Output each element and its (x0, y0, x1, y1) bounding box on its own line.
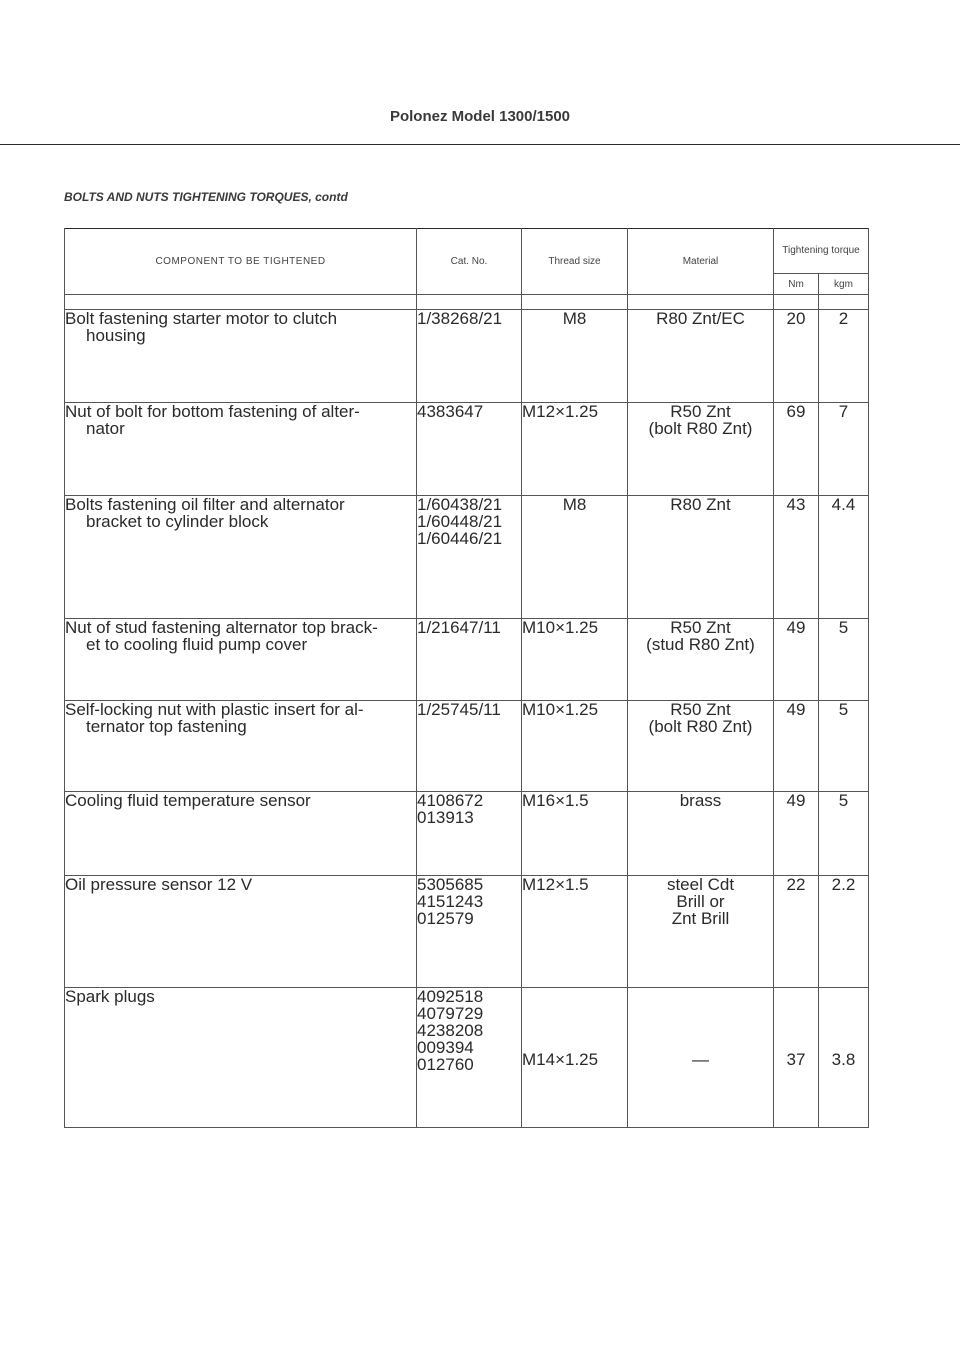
cell-line: (stud R80 Znt) (646, 635, 755, 654)
cell-line: R50 Znt (670, 402, 731, 421)
section-title: BOLTS AND NUTS TIGHTENING TORQUES, contd (64, 190, 348, 204)
cat-no-cell (417, 792, 522, 876)
thread-size-cell: M8 (522, 496, 628, 619)
torque-nm-cell: 49 (774, 619, 819, 701)
component-cell (65, 876, 417, 988)
cat-no-cell (417, 619, 522, 701)
component-cell (65, 701, 417, 792)
header-rule (0, 144, 960, 145)
material-cell (628, 496, 774, 619)
column-header-nm: Nm (774, 274, 819, 295)
column-header-cat-no: Cat. No. (417, 229, 522, 295)
cell-line: brass (679, 791, 722, 810)
material-cell (628, 403, 774, 496)
component-cell (65, 792, 417, 876)
cell-line: bracket to cylinder block (86, 512, 269, 531)
torque-kgm-cell: 5 (819, 792, 869, 876)
cat-no-cell (417, 701, 522, 792)
cell-line: 1/38268/21 (417, 309, 503, 328)
component-cell (65, 619, 417, 701)
table-row (65, 792, 869, 876)
torque-kgm-cell: 2 (819, 310, 869, 403)
material-cell (628, 310, 774, 403)
cell-line: ternator top fastening (86, 717, 247, 736)
torque-nm-cell: 49 (774, 701, 819, 792)
torque-kgm-cell: 5 (819, 701, 869, 792)
cat-no-cell (417, 876, 522, 988)
header-spacer-row (65, 295, 869, 310)
column-header-component: COMPONENT TO BE TIGHTENED (65, 229, 417, 295)
cell-line: Spark plugs (65, 987, 155, 1006)
material-cell (628, 876, 774, 988)
cat-no-cell (417, 496, 522, 619)
component-cell (65, 496, 417, 619)
torque-kgm-cell: 5 (819, 619, 869, 701)
cell-line: 5305685 (417, 875, 484, 894)
cell-line: Bolt fastening starter motor to clutch (65, 309, 338, 328)
cell-line: 012760 (417, 1055, 474, 1074)
cell-line: 1/25745/11 (417, 700, 501, 719)
torque-kgm-cell: 7 (819, 403, 869, 496)
cell-line: Self-locking nut with plastic insert for al- (65, 700, 364, 719)
page-header-title: Polonez Model 1300/1500 (389, 108, 571, 125)
cat-no-cell (417, 988, 522, 1128)
column-header-kgm: kgm (819, 274, 869, 295)
cell-line: 012579 (417, 909, 474, 928)
table-row (65, 403, 869, 496)
component-cell (65, 403, 417, 496)
cell-line: Brill or (676, 892, 725, 911)
table-row (65, 310, 869, 403)
cell-line: R80 Znt (670, 495, 731, 514)
thread-size-cell: M8 (522, 310, 628, 403)
thread-size-cell: M10×1.25 (522, 701, 628, 792)
table-row (65, 988, 869, 1128)
cell-line: R80 Znt/EC (656, 309, 745, 328)
component-cell (65, 310, 417, 403)
cell-line: 4108672 (417, 791, 484, 810)
component-cell (65, 988, 417, 1128)
cell-line: 013913 (417, 808, 474, 827)
cell-line: 009394 (417, 1038, 474, 1057)
material-cell (628, 701, 774, 792)
cat-no-cell (417, 403, 522, 496)
table-row (65, 619, 869, 701)
table-row (65, 876, 869, 988)
cell-line: 4238208 (417, 1021, 484, 1040)
torque-nm-cell: 22 (774, 876, 819, 988)
cell-line: Znt Brill (671, 909, 730, 928)
cell-line: Nut of bolt for bottom fastening of alter- (65, 402, 360, 421)
cell-line: Oil pressure sensor 12 V (65, 875, 253, 894)
torque-nm-cell: 49 (774, 792, 819, 876)
cell-line: (bolt R80 Znt) (648, 419, 753, 438)
cell-line: 1/21647/11 (417, 618, 501, 637)
thread-size-cell: M14×1.25 (522, 988, 628, 1128)
cell-line: R50 Znt (670, 618, 731, 637)
torque-table (64, 228, 869, 1128)
column-header-thread-size: Thread size (522, 229, 628, 295)
cell-line: 4383647 (417, 402, 484, 421)
torque-table-body (65, 295, 869, 1128)
cell-line: housing (86, 326, 146, 345)
material-cell (628, 619, 774, 701)
cat-no-cell (417, 310, 522, 403)
table-row (65, 496, 869, 619)
cell-line: Cooling fluid temperature sensor (65, 791, 311, 810)
material-cell (628, 792, 774, 876)
torque-nm-cell: 69 (774, 403, 819, 496)
cell-line: 1/60446/21 (417, 529, 503, 548)
cell-line: 4079729 (417, 1004, 484, 1023)
column-header-torque: Tightening torque (774, 229, 869, 274)
torque-nm-cell: 20 (774, 310, 819, 403)
cell-line: nator (86, 419, 125, 438)
torque-nm-cell: 37 (774, 988, 819, 1128)
cell-line: R50 Znt (670, 700, 731, 719)
cell-line: (bolt R80 Znt) (648, 717, 753, 736)
cell-line: Bolts fastening oil filter and alternator (65, 495, 345, 514)
thread-size-cell: M10×1.25 (522, 619, 628, 701)
cell-line: et to cooling fluid pump cover (86, 635, 308, 654)
cell-line: 4151243 (417, 892, 484, 911)
torque-kgm-cell: 2.2 (819, 876, 869, 988)
material-cell (628, 988, 774, 1128)
thread-size-cell: M16×1.5 (522, 792, 628, 876)
thread-size-cell: M12×1.5 (522, 876, 628, 988)
cell-line: 4092518 (417, 987, 484, 1006)
cell-line: — (692, 1050, 709, 1069)
cell-line: 1/60448/21 (417, 512, 503, 531)
torque-kgm-cell: 4.4 (819, 496, 869, 619)
cell-line: 1/60438/21 (417, 495, 503, 514)
column-header-material: Material (628, 229, 774, 295)
torque-nm-cell: 43 (774, 496, 819, 619)
table-row (65, 701, 869, 792)
torque-kgm-cell: 3.8 (819, 988, 869, 1128)
thread-size-cell: M12×1.25 (522, 403, 628, 496)
cell-line: steel Cdt (666, 875, 735, 894)
cell-line: Nut of stud fastening alternator top brack- (65, 618, 378, 637)
